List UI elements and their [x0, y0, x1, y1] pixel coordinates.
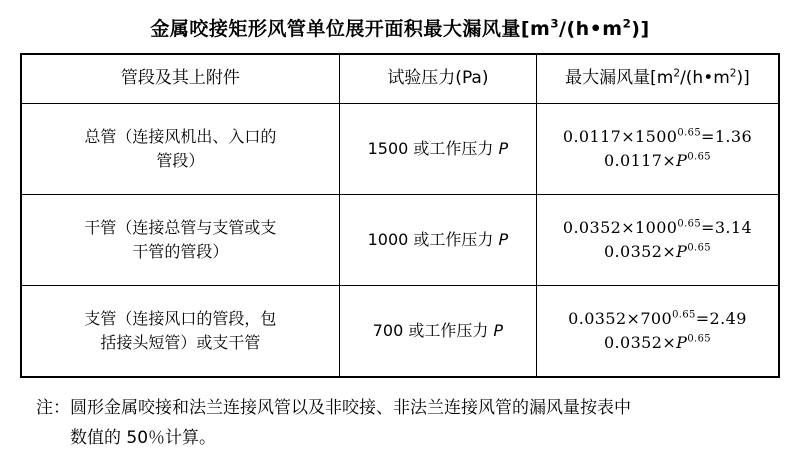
- segment-line-2: 干管的管段）: [132, 242, 229, 261]
- cell-pressure: 1000 或工作压力 P: [339, 195, 536, 286]
- segment-line-1: 干管（连接总管与支管或支: [84, 218, 277, 237]
- table-row: [21, 286, 779, 378]
- formula-line-2: $0.0352\times P^{0.65}$: [603, 242, 711, 261]
- cell-segment: [21, 195, 339, 286]
- cell-leakage: [536, 286, 779, 378]
- column-header-leakage: 最大漏风量$[m^2/(h•m^2)]$: [536, 54, 779, 104]
- cell-segment: [21, 286, 339, 378]
- table-header-row: [21, 54, 779, 104]
- page-title: [0, 14, 800, 41]
- segment-line-2: 管段）: [156, 151, 205, 170]
- formula-line-1: $0.0352\times 1000^{0.65}=3.14$: [562, 218, 753, 237]
- segment-line-1: 总管（连接风机出、入口的: [84, 127, 277, 146]
- note-line-1: 注：圆形金属咬接和法兰连接风管以及非咬接、非法兰连接风管的漏风量按表中: [36, 398, 631, 418]
- column-header-pressure: 试验压力(Pa): [339, 54, 536, 104]
- note-line-2: 数值的 50％计算。: [70, 427, 217, 448]
- cell-leakage: [536, 195, 779, 286]
- page-title-unit: $[m^3/(h•m^2)]$: [520, 16, 650, 40]
- formula-line-1: $0.0352\times 700^{0.65}=2.49$: [568, 309, 747, 328]
- column-header-segment: 管段及其上附件: [21, 54, 339, 104]
- document-page: [0, 14, 800, 460]
- pressure-symbol: P: [498, 230, 509, 249]
- formula-line-2: $0.0352\times P^{0.65}$: [603, 333, 711, 352]
- pressure-symbol: P: [493, 321, 504, 340]
- pressure-symbol: P: [498, 139, 509, 158]
- table-row: [21, 195, 779, 286]
- cell-leakage: [536, 104, 779, 195]
- leakage-table: [20, 53, 780, 378]
- segment-line-1: 支管（连接风口的管段，包: [84, 309, 277, 328]
- table-row: [21, 104, 779, 195]
- page-title-text: 金属咬接矩形风管单位展开面积最大漏风量: [150, 18, 521, 40]
- cell-pressure: 700 或工作压力 P: [339, 286, 536, 378]
- formula-line-1: $0.0117\times 1500^{0.65}=1.36$: [562, 127, 753, 146]
- table-note: [36, 394, 764, 454]
- formula-line-2: $0.0117\times P^{0.65}$: [603, 151, 711, 170]
- cell-segment: [21, 104, 339, 195]
- cell-pressure: 1500 或工作压力 P: [339, 104, 536, 195]
- segment-line-2: 括接头短管）或支干管: [100, 333, 261, 352]
